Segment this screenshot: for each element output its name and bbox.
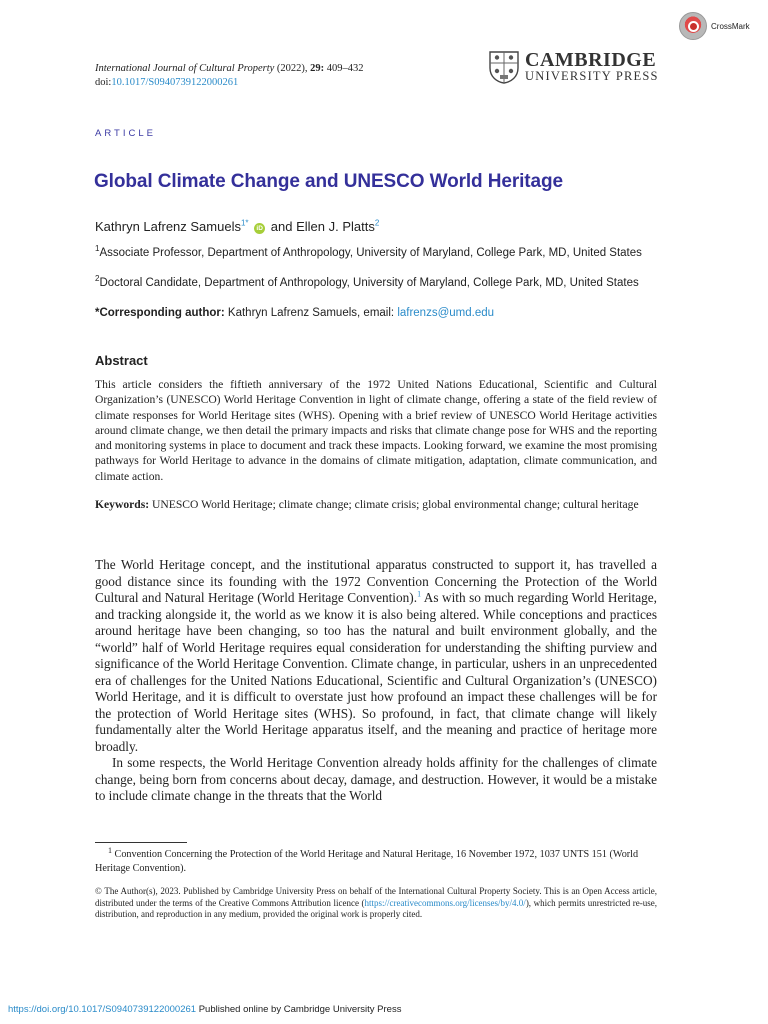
doi-prefix: doi: <box>95 77 112 88</box>
author-and: and <box>270 219 293 234</box>
affiliation-1-text: Associate Professor, Department of Anthropology, University of Maryland, College Park, MD, United States <box>99 247 642 259</box>
crossmark-badge[interactable] <box>679 12 750 40</box>
keywords-text: UNESCO World Heritage; climate change; climate crisis; global environmental change; cultural heritage <box>152 498 639 511</box>
crossmark-icon <box>679 12 707 40</box>
keywords <box>95 497 657 512</box>
body-paragraph-1-text-a: The World Heritage concept, and the institutional apparatus constructed to support it, has travelled a good distance since its founding with the 1972 Convention Concerning the Protection of the World Cultural and Natural Heritage (World Heritage Convention). <box>95 557 657 605</box>
journal-volume: 29: <box>310 63 325 74</box>
license-link[interactable]: https://creativecommons.org/licenses/by/4.0/ <box>364 897 526 908</box>
shield-icon <box>489 51 519 84</box>
article-body <box>95 557 657 805</box>
page-footer <box>8 1004 401 1015</box>
footnote-divider <box>95 842 187 843</box>
corresponding-author <box>95 306 657 321</box>
copyright-notice <box>95 886 657 921</box>
footnote-ref-1[interactable]: 1 <box>417 589 422 599</box>
corresponding-label: *Corresponding author: <box>95 307 225 319</box>
footnote-1-num: 1 <box>108 845 112 855</box>
author-list <box>95 219 379 234</box>
publisher-name-line1: CAMBRIDGE <box>525 49 657 71</box>
body-paragraph-1 <box>95 557 657 755</box>
affiliation-2 <box>95 276 657 291</box>
orcid-icon[interactable]: iD <box>254 223 265 234</box>
journal-pages: 409–432 <box>326 63 364 74</box>
affiliation-2-text: Doctoral Candidate, Department of Anthropology, University of Maryland, College Park, MD, United States <box>99 277 639 289</box>
doi-link[interactable]: 10.1017/S0940739122000261 <box>111 77 239 88</box>
copyright-text-b: ), which permits unrestricted re-use, distribution, and reproduction in any medium, provided the original work is properly cited. <box>95 897 657 920</box>
author-2-affil-sup: 2 <box>374 218 380 228</box>
doi-line <box>95 76 238 90</box>
crossmark-label: CrossMark <box>711 21 750 31</box>
abstract-heading: Abstract <box>95 353 148 368</box>
affiliation-1-num: 1 <box>95 244 100 254</box>
abstract-body: This article considers the fiftieth anniversary of the 1972 United Nations Educational, Scientific and Cultural Organization’s (UNESCO) World Heritage Convention in light of climate change, offering a state of the field review of climate responses for World Heritage sites (WHS). Opening with a brief review of UNESCO World Heritage activities around climate change, we then detail the primary impacts and risks that climate change pose for WHS and the reporting and monitoring systems in place to document and track these impacts. Looking forward, we examine the most promising pathways for World Heritage to advance in the domains of climate mitigation, adaptation, climate communication, and climate action. <box>95 378 657 483</box>
body-paragraph-1-text-b: As with so much regarding World Heritage, and tracking alongside it, the world as we know it is also being altered. While conceptions and practices around heritage have been changing, so too has the natural and built environment globally, and the “world” half of World Heritage requires equal consideration for understanding the shifting purview and significance of the World Heritage Convention. Climate change, in particular, ushers in an unprecedented era of challenges for the United Nations Educational, Scientific and Cultural Organization’s (UNESCO) World Heritage, and it is difficult to overstate just how profound an impact these challenges will be for the protection of World Heritage sites (WHS). So profound, in fact, that climate change will likely fundamentally alter the World Heritage apparatus itself, and the meaning and practice of heritage more broadly. <box>95 590 657 754</box>
corresponding-text: Kathryn Lafrenz Samuels, email: <box>227 307 395 319</box>
affiliation-1 <box>95 246 657 261</box>
article-type-label: ARTICLE <box>95 128 156 139</box>
author-1[interactable]: Kathryn Lafrenz Samuels <box>95 219 241 234</box>
footnote-1 <box>95 845 657 876</box>
journal-citation <box>95 62 364 76</box>
footnote-1-text: Convention Concerning the Protection of the World Heritage and Natural Heritage, 16 November 1972, 1037 UNTS 151 (World Heritage Convention). <box>95 849 639 874</box>
affiliation-2-num: 2 <box>95 274 100 284</box>
footer-doi-link[interactable]: https://doi.org/10.1017/S0940739122000261 <box>8 1004 197 1015</box>
author-2[interactable]: Ellen J. Platts <box>296 219 375 234</box>
corresponding-email-link[interactable]: lafrenzs@umd.edu <box>397 307 495 319</box>
journal-name: International Journal of Cultural Property <box>95 63 275 74</box>
publisher-name-line2: UNIVERSITY PRESS <box>525 69 659 83</box>
keywords-label: Keywords: <box>95 498 150 511</box>
publisher-logo <box>489 50 659 86</box>
journal-year: (2022), <box>276 63 308 74</box>
author-1-affil-sup: 1* <box>240 218 249 228</box>
footer-published-text: Published online by Cambridge University Press <box>198 1004 402 1015</box>
body-paragraph-2: In some respects, the World Heritage Convention already holds affinity for the challenges of climate change, being born from concerns about decay, damage, and destruction. However, it would be a mistake to include climate change in the threats that the World <box>95 755 657 803</box>
article-title: Global Climate Change and UNESCO World Heritage <box>94 171 563 192</box>
copyright-text-a: © The Author(s), 2023. Published by Cambridge University Press on behalf of the International Cultural Property Society. This is an Open Access article, distributed under the terms of the Creative Commons Attribution licence ( <box>95 886 657 908</box>
